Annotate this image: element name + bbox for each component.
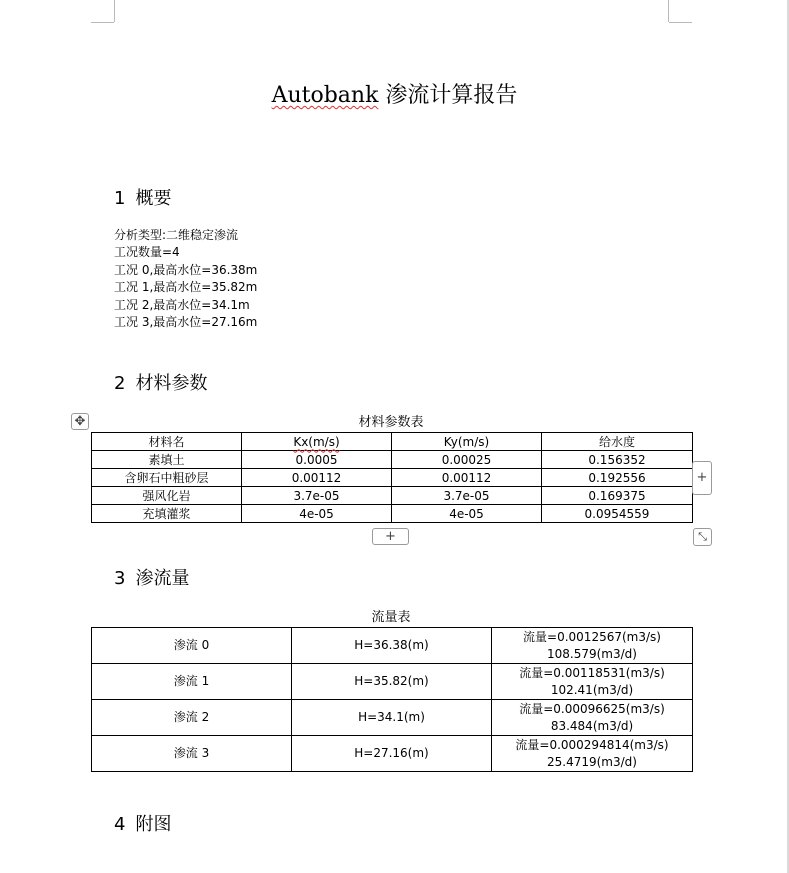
header-cell[interactable]: Kx(m/s)	[242, 433, 392, 451]
header-cell[interactable]: 给水度	[542, 433, 693, 451]
table-cell[interactable]: 0.156352	[542, 451, 693, 469]
table-cell[interactable]: 含卵石中粗砂层	[92, 469, 242, 487]
section-heading-4[interactable]: 4 附图	[114, 814, 172, 835]
table-cell[interactable]: 0.0954559	[542, 505, 693, 523]
flow-value-cell[interactable]: 流量=0.000294814(m3/s) 25.4719(m3/d)	[492, 736, 693, 772]
resize-icon: ⤡	[698, 530, 707, 543]
table-row	[92, 487, 693, 505]
section-heading-1[interactable]: 1 概要	[114, 188, 172, 209]
flow-table[interactable]	[91, 627, 693, 772]
summary-line[interactable]: 工况 1,最高水位=35.82m	[114, 280, 258, 295]
flow-value-cell[interactable]: 流量=0.00118531(m3/s) 102.41(m3/d)	[492, 664, 693, 700]
materials-table-caption[interactable]: 材料参数表	[358, 415, 424, 430]
table-cell[interactable]: 素填土	[92, 451, 242, 469]
table-row	[92, 628, 693, 664]
table-row	[92, 736, 693, 772]
summary-line[interactable]: 工况 2,最高水位=34.1m	[114, 297, 250, 312]
table-cell[interactable]: 强风化岩	[92, 487, 242, 505]
summary-line[interactable]: 工况数量=4	[114, 245, 180, 260]
flow-value-cell[interactable]: 流量=0.00096625(m3/s) 83.484(m3/d)	[492, 700, 693, 736]
table-cell[interactable]: 0.00112	[242, 469, 392, 487]
header-cell[interactable]: 材料名	[92, 433, 242, 451]
flow-case-cell[interactable]: 渗流 3	[92, 736, 292, 772]
table-cell[interactable]: 0.169375	[542, 487, 693, 505]
section-heading-3[interactable]: 3 渗流量	[114, 568, 190, 589]
table-cell[interactable]: 4e-05	[392, 505, 542, 523]
flow-head-cell[interactable]: H=36.38(m)	[292, 628, 492, 664]
section-heading-2[interactable]: 2 材料参数	[114, 373, 208, 394]
materials-table[interactable]	[91, 432, 693, 523]
flow-head-cell[interactable]: H=34.1(m)	[292, 700, 492, 736]
table-cell[interactable]: 3.7e-05	[242, 487, 392, 505]
flow-case-cell[interactable]: 渗流 2	[92, 700, 292, 736]
table-cell[interactable]: 0.00025	[392, 451, 542, 469]
summary-line[interactable]: 分析类型:二维稳定渗流	[114, 228, 239, 242]
plus-icon: +	[385, 529, 396, 544]
table-move-handle[interactable]	[71, 413, 89, 430]
crop-mark-top-right-h	[669, 22, 692, 23]
flow-table-caption[interactable]: 流量表	[371, 610, 411, 625]
table-row	[92, 451, 693, 469]
table-resize-handle[interactable]	[693, 528, 712, 546]
table-cell[interactable]: 3.7e-05	[392, 487, 542, 505]
title-text[interactable]: 渗流计算报告	[378, 83, 518, 108]
flow-head-cell[interactable]: H=35.82(m)	[292, 664, 492, 700]
table-cell[interactable]: 0.0005	[242, 451, 392, 469]
title-latin-word[interactable]: Autobank	[271, 83, 379, 108]
flow-case-cell[interactable]: 渗流 1	[92, 664, 292, 700]
flow-value-cell[interactable]: 流量=0.0012567(m3/s) 108.579(m3/d)	[492, 628, 693, 664]
table-row	[92, 469, 693, 487]
flow-case-cell[interactable]: 渗流 0	[92, 628, 292, 664]
table-cell[interactable]: 充填灌浆	[92, 505, 242, 523]
table-cell[interactable]: 0.192556	[542, 469, 693, 487]
flow-head-cell[interactable]: H=27.16(m)	[292, 736, 492, 772]
table-row	[92, 505, 693, 523]
summary-block[interactable]	[114, 227, 257, 331]
table-cell[interactable]: 4e-05	[242, 505, 392, 523]
table-row	[92, 700, 693, 736]
move-icon: ✥	[74, 414, 86, 429]
summary-line[interactable]: 工况 0,最高水位=36.38m	[114, 262, 258, 277]
add-column-button[interactable]	[692, 461, 712, 495]
plus-icon: +	[696, 470, 708, 485]
table-header-row	[92, 433, 693, 451]
add-row-button[interactable]	[372, 528, 409, 545]
crop-mark-top-left	[114, 0, 115, 22]
crop-mark-top-left-h	[91, 22, 114, 23]
crop-mark-top-right	[668, 0, 669, 22]
header-cell[interactable]: Ky(m/s)	[392, 433, 542, 451]
summary-line[interactable]: 工况 3,最高水位=27.16m	[114, 315, 258, 330]
table-row	[92, 664, 693, 700]
document-title[interactable]	[0, 78, 789, 109]
table-cell[interactable]: 0.00112	[392, 469, 542, 487]
